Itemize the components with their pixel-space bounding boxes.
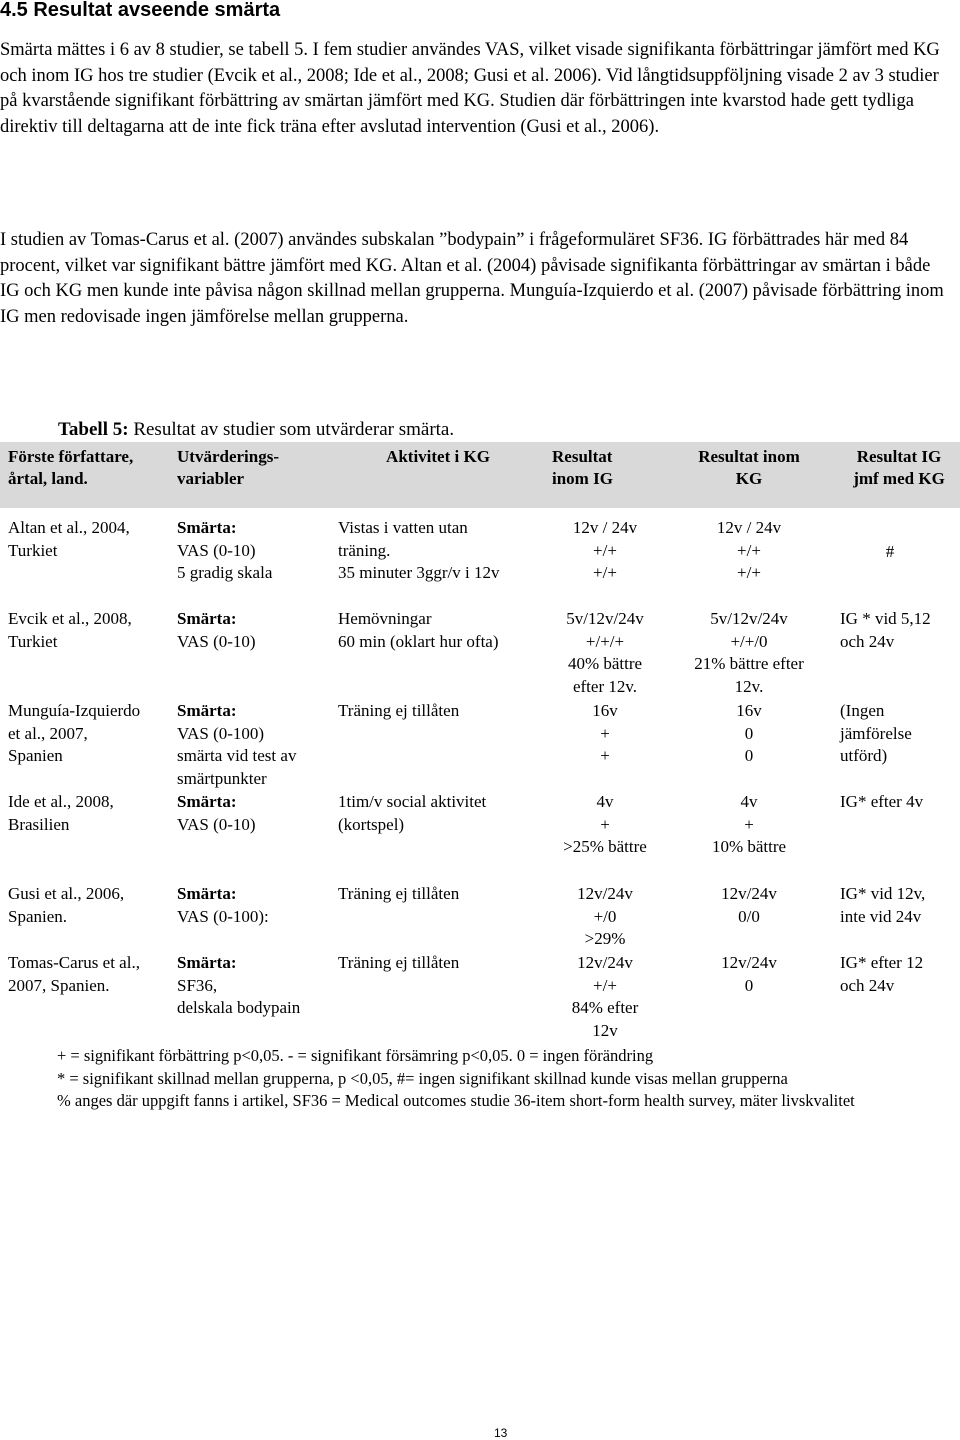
cell-result-comparison: # bbox=[885, 542, 895, 561]
table-caption bbox=[58, 419, 454, 441]
variable-label: Smärta: bbox=[177, 609, 237, 628]
cell-author: Altan et al., 2004, Turkiet bbox=[8, 518, 130, 560]
cell-kg-activity: 1tim/v social aktivitet (kortspel) bbox=[338, 792, 487, 834]
cell-result-ig: 12v/24v +/0 >29% bbox=[577, 884, 633, 948]
table-footnotes bbox=[57, 1045, 957, 1113]
header-variables: Utvärderings- variabler bbox=[177, 447, 279, 488]
cell-result-comparison: (Ingen jämförelse utförd) bbox=[840, 701, 912, 765]
header-result-kg: Resultat inom KG bbox=[698, 447, 800, 488]
cell-variables bbox=[177, 952, 300, 1020]
footnote: % anges där uppgift fanns i artikel, SF36 = Medical outcomes studie 36-item short-form health survey, mäter livskvalitet bbox=[57, 1091, 855, 1110]
variable-label: Smärta: bbox=[177, 884, 237, 903]
variable-text: VAS (0-100): bbox=[177, 906, 269, 926]
cell-result-ig: 16v + + bbox=[592, 701, 618, 765]
cell-author: Tomas-Carus et al., 2007, Spanien. bbox=[8, 953, 140, 995]
cell-author: Ide et al., 2008, Brasilien bbox=[8, 792, 114, 834]
cell-result-comparison: IG* vid 12v, inte vid 24v bbox=[840, 884, 926, 926]
page-number: 13 bbox=[494, 1426, 508, 1440]
cell-result-comparison: IG* efter 4v bbox=[840, 792, 924, 811]
cell-result-kg: 12v/24v 0/0 bbox=[721, 884, 777, 926]
cell-variables bbox=[177, 517, 272, 585]
variable-label: Smärta: bbox=[177, 953, 237, 972]
cell-kg-activity: Vistas i vatten utan träning. 35 minuter 3ggr/v i 12v bbox=[338, 518, 500, 582]
footnote: + = signifikant förbättring p<0,05. - = signifikant försämring p<0,05. 0 = ingen förändring bbox=[57, 1046, 654, 1065]
cell-author: Evcik et al., 2008, Turkiet bbox=[8, 609, 132, 651]
variable-text: VAS (0-10) 5 gradig skala bbox=[177, 540, 273, 582]
table-header-row bbox=[0, 442, 960, 508]
cell-result-kg: 5v/12v/24v +/+/0 21% bättre efter 12v. bbox=[694, 609, 804, 696]
variable-text: VAS (0-10) bbox=[177, 631, 256, 651]
cell-result-ig: 5v/12v/24v +/+/+ 40% bättre efter 12v. bbox=[566, 609, 644, 696]
variable-text: VAS (0-10) bbox=[177, 814, 256, 834]
cell-result-ig: 12v / 24v +/+ +/+ bbox=[572, 518, 638, 582]
cell-result-kg: 12v / 24v +/+ +/+ bbox=[716, 518, 782, 582]
variable-label: Smärta: bbox=[177, 518, 237, 537]
paragraph-2: I studien av Tomas-Carus et al. (2007) användes subskalan ”bodypain” i frågeformuläret SF36. IG förbättrades här med 84 procent, vilket var signifikant bättre jämfört med KG. Altan et al. (2004) påvisade signifikanta förbättringar av smärtan i både IG och KG men kunde inte påvisa någon skillnad mellan grupperna. Munguía-Izquierdo et al. (2007) påvisade förbättring inom IG men redovisade ingen jämförelse mellan grupperna. bbox=[0, 230, 944, 327]
cell-variables bbox=[177, 700, 296, 790]
cell-result-kg: 16v 0 0 bbox=[736, 701, 762, 765]
header-result-comparison: Resultat IG jmf med KG bbox=[853, 447, 945, 488]
header-kg-activity: Aktivitet i KG bbox=[386, 447, 490, 466]
cell-author: Gusi et al., 2006, Spanien. bbox=[8, 884, 125, 926]
cell-result-ig: 4v + >25% bättre bbox=[563, 792, 647, 856]
cell-variables bbox=[177, 791, 256, 836]
variable-text: SF36, delskala bodypain bbox=[177, 975, 301, 1017]
header-result-ig: Resultat inom IG bbox=[552, 447, 613, 488]
cell-variables bbox=[177, 883, 269, 928]
variable-text: VAS (0-100) smärta vid test av smärtpunkter bbox=[177, 723, 297, 788]
cell-result-ig: 12v/24v +/+ 84% efter 12v bbox=[571, 953, 639, 1040]
variable-label: Smärta: bbox=[177, 701, 237, 720]
cell-result-kg: 4v + 10% bättre bbox=[711, 792, 787, 856]
cell-author: Munguía-Izquierdo et al., 2007, Spanien bbox=[8, 701, 141, 765]
table-caption-label: Tabell 5: bbox=[58, 419, 129, 440]
cell-kg-activity: Träning ej tillåten bbox=[338, 701, 460, 720]
cell-kg-activity: Träning ej tillåten bbox=[338, 953, 460, 972]
cell-kg-activity: Träning ej tillåten bbox=[338, 884, 460, 903]
section-heading: 4.5 Resultat avseende smärta bbox=[0, 0, 281, 21]
footnote: * = signifikant skillnad mellan grupperna, p <0,05, #= ingen signifikant skillnad kunde visas mellan grupperna bbox=[57, 1068, 788, 1088]
cell-variables bbox=[177, 608, 256, 653]
variable-label: Smärta: bbox=[177, 792, 237, 811]
cell-kg-activity: Hemövningar 60 min (oklart hur ofta) bbox=[338, 609, 499, 651]
table-caption-text: Resultat av studier som utvärderar smärta. bbox=[128, 419, 455, 440]
paragraph-1: Smärta mättes i 6 av 8 studier, se tabell 5. I fem studier användes VAS, vilket visade signifikanta förbättringar jämfört med KG och inom IG hos tre studier (Evcik et al., 2008; Ide et al., 2008; Gusi et al. 2006). Vid långtidsuppföljning visade 2 av 3 studier på kvarstående signifikant förbättring av smärtan jämfört med KG. Studien där förbättringen inte kvarstod hade gett tydliga direktiv till deltagarna att de inte fick träna efter avslutad intervention (Gusi et al., 2006). bbox=[0, 40, 940, 137]
header-author: Förste författare, årtal, land. bbox=[8, 447, 134, 488]
cell-result-comparison: IG * vid 5,12 och 24v bbox=[840, 609, 931, 651]
cell-result-comparison: IG* efter 12 och 24v bbox=[840, 953, 924, 995]
cell-result-kg: 12v/24v 0 bbox=[721, 953, 777, 995]
